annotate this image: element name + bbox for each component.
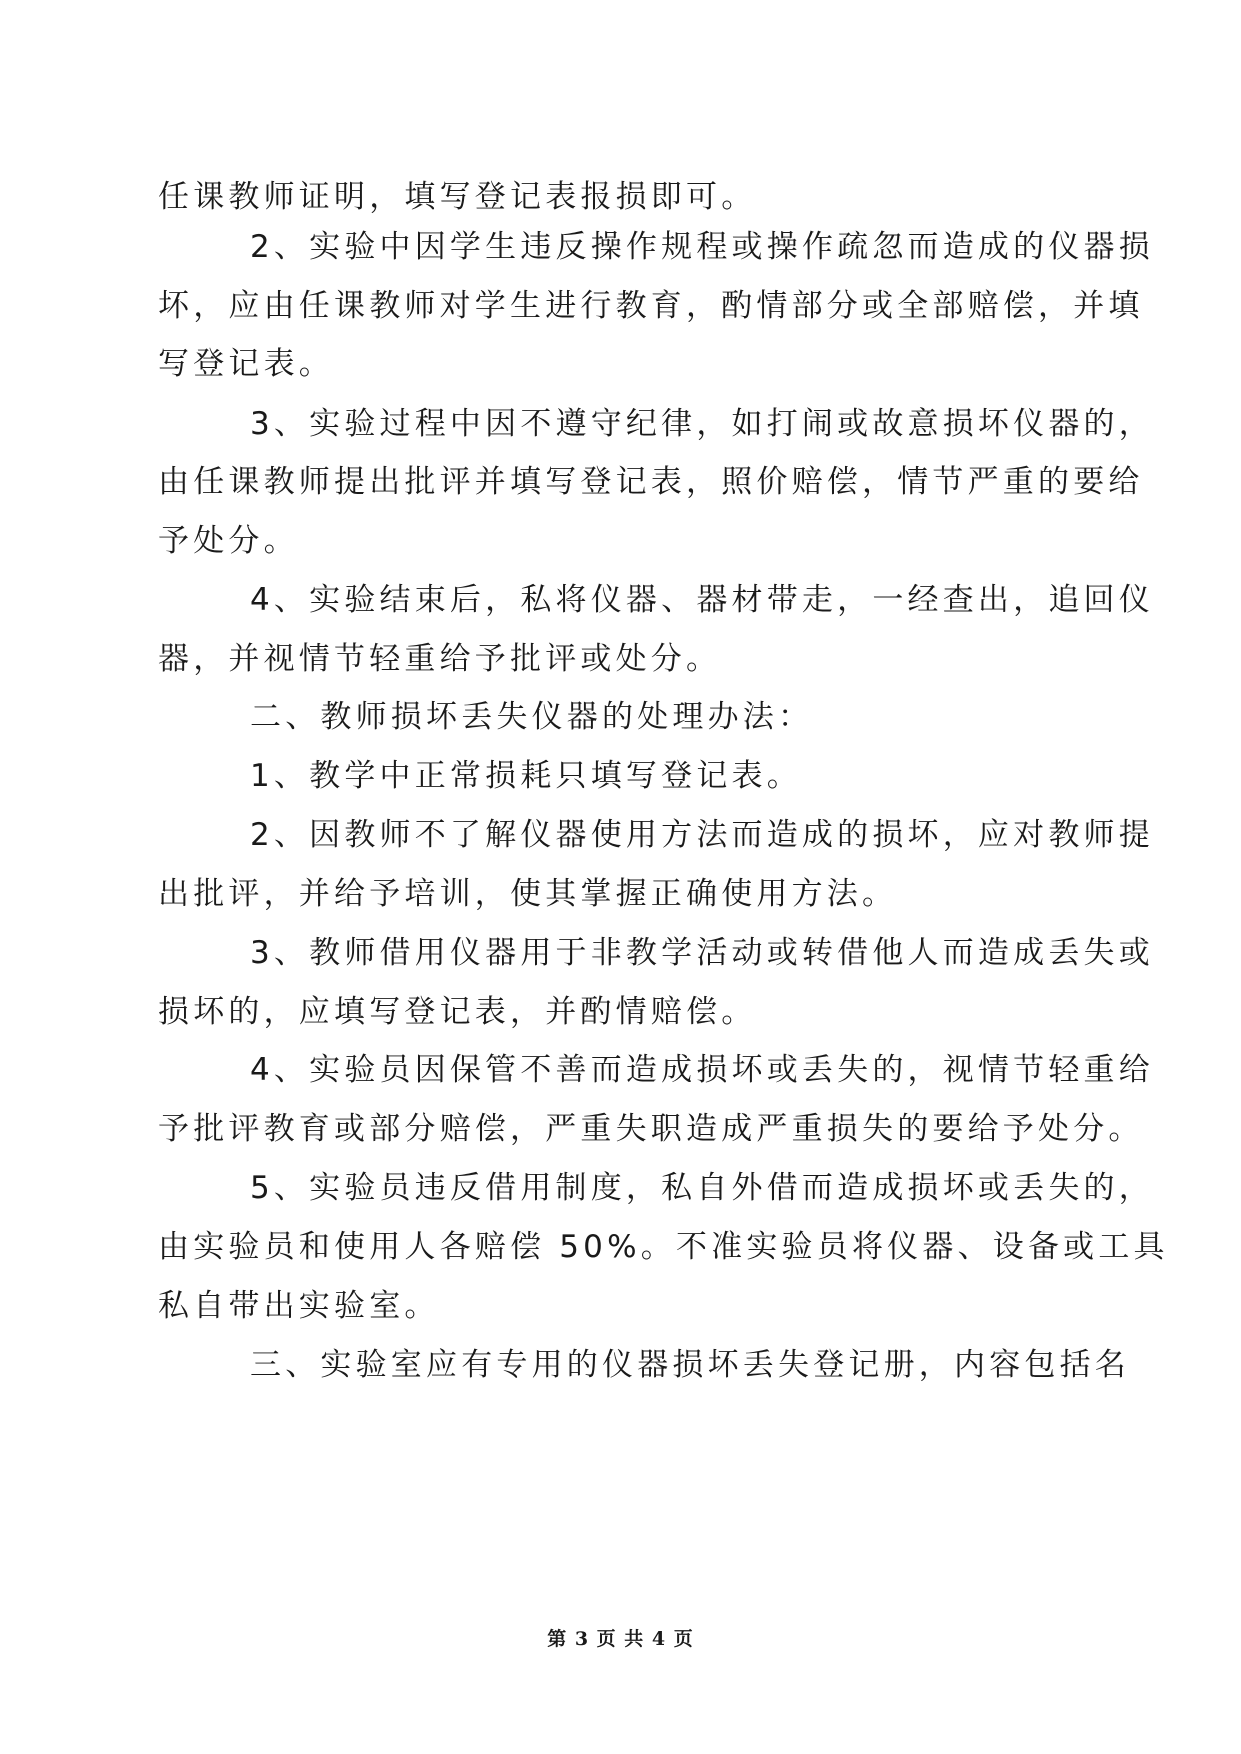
text-line: 2、实验中因学生违反操作规程或操作疏忽而造成的仪器损 bbox=[250, 229, 1154, 265]
text-line: 4、实验结束后，私将仪器、器材带走，一经查出，追回仪 bbox=[250, 582, 1154, 618]
text-line: 1、教学中正常损耗只填写登记表。 bbox=[250, 758, 802, 794]
text-line: 3、实验过程中因不遵守纪律，如打闹或故意损坏仪器的， bbox=[250, 406, 1154, 442]
text-line: 5、实验员违反借用制度，私自外借而造成损坏或丢失的， bbox=[250, 1170, 1154, 1206]
text-line: 损坏的，应填写登记表，并酌情赔偿。 bbox=[158, 994, 757, 1030]
page-number-footer: 第 3 页 共 4 页 bbox=[547, 1628, 694, 1650]
text-line: 写登记表。 bbox=[158, 346, 334, 382]
text-line: 3、教师借用仪器用于非教学活动或转借他人而造成丢失或 bbox=[250, 935, 1154, 971]
text-line: 私自带出实验室。 bbox=[158, 1288, 440, 1324]
text-line: 坏，应由任课教师对学生进行教育，酌情部分或全部赔偿，并填 bbox=[158, 288, 1144, 324]
text-line: 予批评教育或部分赔偿，严重失职造成严重损失的要给予处分。 bbox=[158, 1111, 1144, 1147]
section-heading: 三、实验室应有专用的仪器损坏丢失登记册，内容包括名 bbox=[250, 1347, 1130, 1383]
text-line: 4、实验员因保管不善而造成损坏或丢失的，视情节轻重给 bbox=[250, 1052, 1154, 1088]
text-line: 2、因教师不了解仪器使用方法而造成的损坏，应对教师提 bbox=[250, 817, 1154, 853]
text-line: 出批评，并给予培训，使其掌握正确使用方法。 bbox=[158, 876, 898, 912]
text-line: 由任课教师提出批评并填写登记表，照价赔偿，情节严重的要给 bbox=[158, 464, 1144, 500]
text-line: 器，并视情节轻重给予批评或处分。 bbox=[158, 641, 722, 677]
text-line: 由实验员和使用人各赔偿 50%。不准实验员将仪器、设备或工具 bbox=[158, 1229, 1169, 1265]
section-heading: 二、教师损坏丢失仪器的处理办法： bbox=[250, 699, 814, 735]
text-line: 予处分。 bbox=[158, 523, 299, 559]
text-line: 任课教师证明，填写登记表报损即可。 bbox=[158, 179, 757, 215]
